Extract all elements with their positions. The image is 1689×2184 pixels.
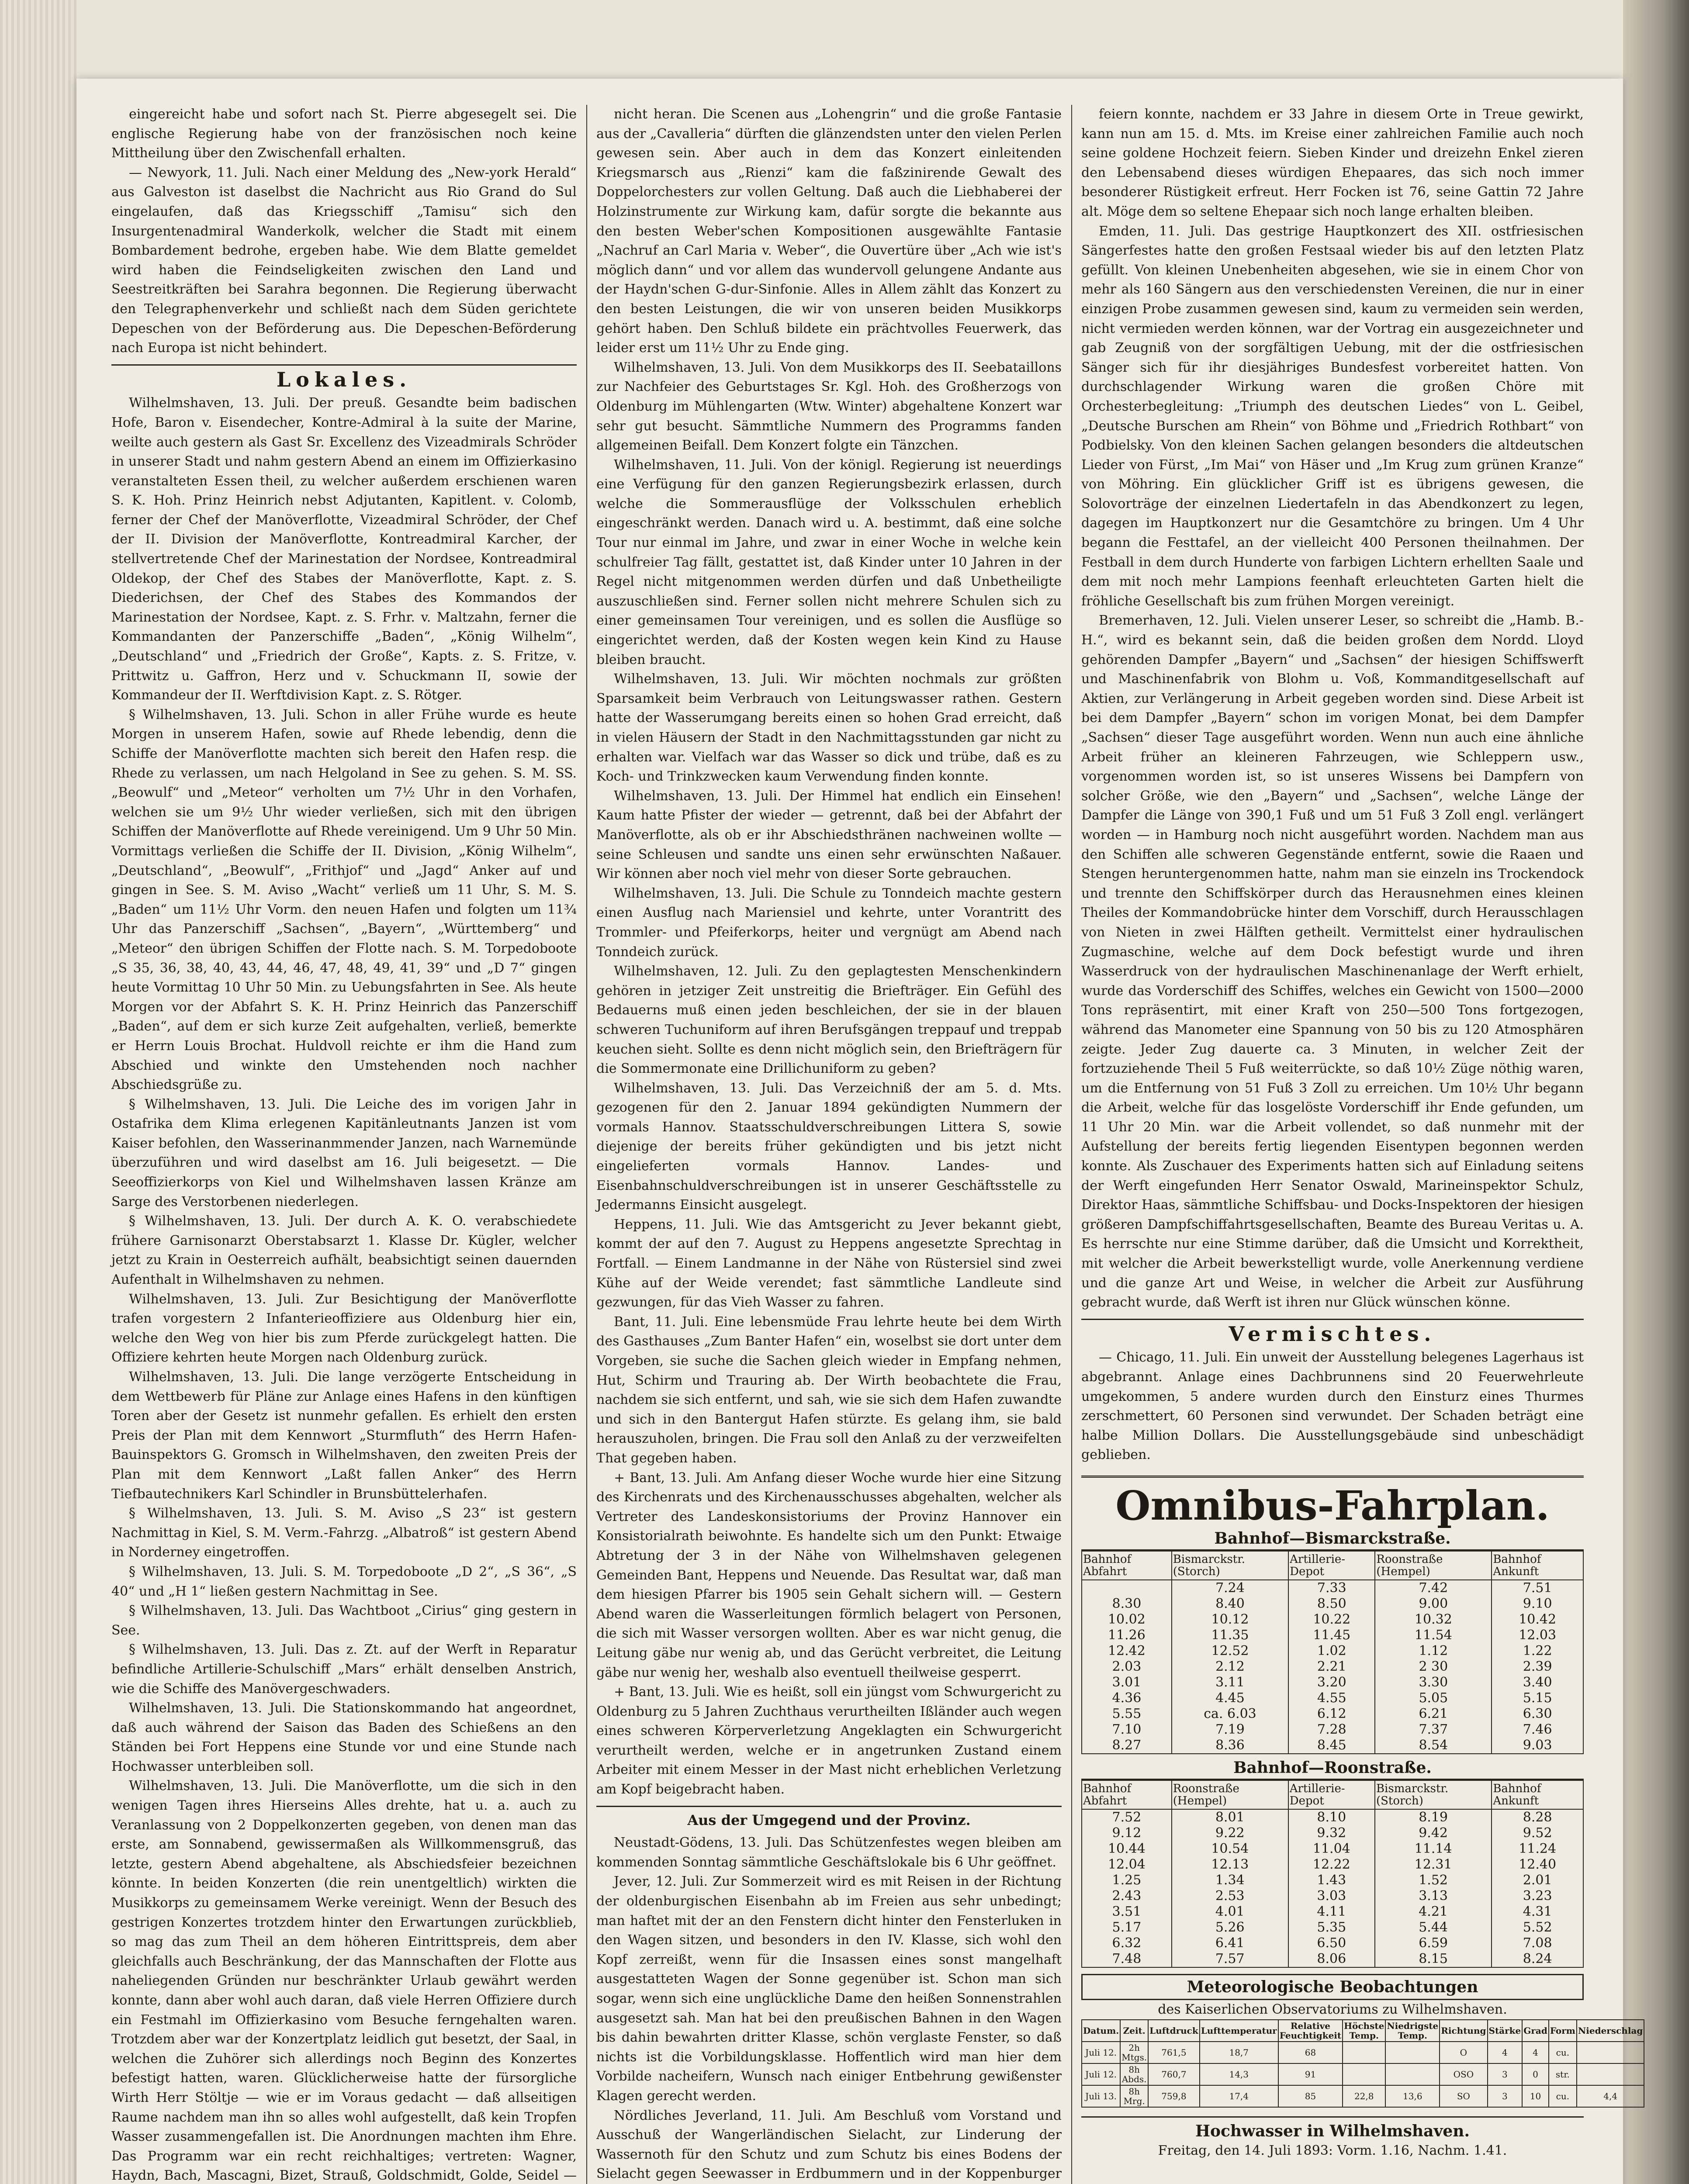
timetable-cell: 12.40 [1492, 1857, 1583, 1873]
timetable-cell: 7.46 [1492, 1722, 1583, 1738]
meteo-header: Niedrigste Temp. [1385, 2020, 1440, 2042]
timetable-row [1082, 1951, 1583, 1967]
timetable-cell: 1.25 [1082, 1873, 1172, 1888]
meteo-cell [1385, 2042, 1440, 2063]
meteo-cell: 14,3 [1200, 2063, 1278, 2085]
tide-line: Freitag, den 14. Juli 1893: Vorm. 1.16, Nachm. 1.41. [1158, 2143, 1507, 2158]
article-paragraph: Wilhelmshaven, 13. Juli. Die lange verzögerte Entscheidung in dem Wettbewerb für Pläne zur Anlage eines Hafens in den künftigen Toren aber der Gesetz ist nunmehr gefallen. Es erhielt den ersten Preis der Plan mit dem Kennwort „Sturmfluth“ des Herrn Hafen-Bauinspektors G. Gromsch in Wilhelmshaven, den zweiten Preis der Plan mit dem Kennwort „Laßt fallen Anker“ des Herrn Tiefbautechnikers Karl Schindler in Brunsbüttelerhafen. [111, 1369, 577, 1502]
meteo-cell: 4,4 [1577, 2085, 1644, 2107]
timetable-cell: 10.54 [1172, 1841, 1288, 1857]
timetable-cell: 10.42 [1492, 1612, 1583, 1628]
meteo-cell: 85 [1278, 2085, 1343, 2107]
timetable-cell: 3.51 [1082, 1904, 1172, 1920]
timetable-cell: 12.04 [1082, 1857, 1172, 1873]
timetable-cell: 7.33 [1288, 1580, 1375, 1596]
timetable-route-2-title: Bahnhof—Roonstraße. [1081, 1757, 1584, 1780]
article-paragraph: Wilhelmshaven, 13. Juli. Das Verzeichniß der am 5. d. Mts. gezogenen für den 2. Januar 1894 gekündigten Nummern der vormals Hannov. Staatsschuldverschreibungen Littera S, sowie diejenige der bereits früher gekündigten und bis jetzt nicht eingelieferten vormals Hannov. Landes- und Eisenbahnschuldverschreibungen ist in unserer Geschäftsstelle zu Jedermanns Einsicht ausgelegt. [596, 1080, 1062, 1213]
timetable-cell: 4.45 [1172, 1690, 1288, 1706]
meteo-cell: 10 [1522, 2085, 1549, 2107]
meteo-cell [1577, 2063, 1644, 2085]
timetable-row [1082, 1809, 1583, 1825]
article-paragraph: § Wilhelmshaven, 13. Juli. Das Wachtboot „Cirius“ ging gestern in See. [111, 1603, 577, 1638]
meteo-cell: 8h Mrg. [1120, 2085, 1148, 2107]
meteo-title: Meteorologische Beobachtungen [1081, 1974, 1584, 2000]
timetable-cell: 11.35 [1172, 1628, 1288, 1643]
timetable-cell: 9.12 [1082, 1825, 1172, 1841]
article-paragraph: Bremerhaven, 12. Juli. Vielen unserer Leser, so schreibt die „Hamb. B.-H.“, wird es bekannt sein, daß die beiden großen dem Nordd. Lloyd gehörenden Dampfer „Bayern“ und „Sachsen“ der hiesigen Schiffswerft und Maschinenfabrik von Blohm u. Voß, Kommanditgesellschaft auf Aktien, zur Verlängerung in Arbeit gegeben worden sind. Diese Arbeit ist bei dem Dampfer „Bayern“ schon im vorigen Monat, bei dem Dampfer „Sachsen“ dieser Tage ausgeführt worden. Wenn nun auch eine ähnliche Arbeit früher an kleineren Fahrzeugen, wie Schleppern usw., vorgenommen worden ist, so ist unseres Wissens bei Dampfern von solcher Größe, wie den „Bayern“ und „Sachsen“, welche Länge der Dampfer die Länge von 390,1 Fuß und um 51 Fuß 3 Zoll engl. verlängert worden — in Hamburg noch nicht ausgeführt worden. Nachdem man aus den Schiffen alle schweren Gegenstände entfernt, sowie die Raaen und Stengen heruntergenommen hatte, nahm man sie einzeln ins Trockendock und trennte den Schiffskörper durch das Herausnehmen eines kleinen Theiles der Kommandobrücke hinter dem Vorschiff, durch Herausschlagen von Nieten in zwei Hälften getheilt. Vermittelst einer hydraulischen Zugmaschine, welche auf dem Dock befestigt wurde und ihren Wasserdruck von der hydraulischen Maschinenanlage der Werft erhielt, wurde das Vorderschiff des Schiffes, welches ein Gewicht von 1500—2000 Tons repräsentirt, mit einer Kraft von 250—500 Tons fortgezogen, während das Manometer eine Spannung von 50 bis zu 120 Atmosphären zeigte. Jeder Zug dauerte ca. 3 Minuten, in welcher Zeit der fortzuziehende Theil 5 Fuß weiterrückte, so daß 10½ Züge nöthig waren, um die Entfernung von 51 Fuß 3 Zoll zu erreichen. Um 10½ Uhr begann die Arbeit, welche für das losgelöste Vorderschiff ihr Ende gefunden, um 11 Uhr 20 Min. war die Arbeit vollendet, so daß nunmehr mit der Aufstellung der bereits fertig liegenden Eisentypen begonnen werden konnte. Als Zuschauer des Experiments hatten sich auf Einladung seitens der Werft eingefunden Herr Senator Oswald, Marineinspektor Schulz, Direktor Haas, sämmtliche Schiffsbau- und Docks-Inspektoren der hiesigen größeren Dampfschiffahrtsgesellschaften, Beamte des Bureau Veritas u. A. Es herrschte nur eine Stimme darüber, daß die Umsicht und Korrektheit, mit welcher die Arbeit bewerkstelligt wurde, volle Anerkennung verdiene und die ganze Art und Weise, in welcher die Arbeit zur Ausführung gebracht wurde, daß Werft ist ihren nur Glück wünschen könne. [1081, 613, 1584, 1310]
timetable-cell: 6.32 [1082, 1935, 1172, 1951]
article-paragraph: Bant, 11. Juli. Eine lebensmüde Frau lehrte heute bei dem Wirth des Gasthauses „Zum Banter Hafen“ ein, woselbst sie dort unter dem Vorgeben, sie suche die Sachen gleich wieder in Empfang nehmen, Hut, Schirm und Trauring ab. Der Wirth beobachtete die Frau, nachdem sie sich entfernt, und sah, wie sie sich dem Hafen zuwandte und sich in den Bantergut Hafen stürzte. Es gelang ihm, sie bald herauszuholen, bringen. Die Frau soll den Anlaß zu der verzweifelten That gegeben haben. [596, 1314, 1062, 1466]
timetable-cell: 10.02 [1082, 1612, 1172, 1628]
article-paragraph: Wilhelmshaven, 13. Juli. Wir möchten nochmals zur größten Sparsamkeit beim Verbrauch von Leitungswasser rathen. Gestern hatte der Wasserumgang bereits einen so hohen Grad erreicht, daß in vielen Häusern der Stadt in den Nachmittagsstunden gar nicht zu erhalten war. Vielfach war das Wasser so dick und trübe, daß es zu Koch- und Trinkzwecken kaum Verwendung finden konnte. [596, 671, 1062, 784]
meteo-cell: 0 [1522, 2063, 1549, 2085]
meteo-header: Datum. [1082, 2020, 1120, 2042]
timetable-header: Roonstraße (Hempel) [1375, 1551, 1492, 1580]
article-paragraph: + Bant, 13. Juli. Am Anfang dieser Woche wurde hier eine Sitzung des Kirchenrats und des Kirchenausschusses abgehalten, welcher als Vertreter des Landeskonsistoriums der Provinz Hannover ein Konsistorialrath beiwohnte. Es handelte sich um den Punkt: Etwaige Abtretung der 3 in der Nähe von Wilhelmshaven gelegenen Gemeinden Bant, Heppens und Neuende. Das Resultat war, daß man dem hiesigen Pfarrer bis 1905 sein Gehalt sichern will. — Gestern Abend waren die Wasserleitungen förmlich belagert von Personen, die sich mit Wasser versorgen wollten. Aber es war nicht genug, die Leitung gäbe nur wenig ab, und das Gerücht verbreitet, die Leitung gäbe nur wenig her, weshalb also eventuell theilweise gesperrt. [596, 1470, 1062, 1680]
meteo-cell: 4 [1488, 2042, 1523, 2063]
meteo-cell: Juli 12. [1082, 2042, 1120, 2063]
timetable-cell: 5.17 [1082, 1920, 1172, 1935]
timetable-cell: 4.31 [1492, 1904, 1583, 1920]
timetable-cell: 2 30 [1375, 1659, 1492, 1675]
meteo-cell [1577, 2042, 1644, 2063]
timetable-header: Bahnhof Abfahrt [1082, 1551, 1172, 1580]
timetable-cell: 3.01 [1082, 1675, 1172, 1690]
article-paragraph: § Wilhelmshaven, 13. Juli. S. M. Torpedoboote „D 2“, „S 36“, „S 40“ und „H 1“ ließen gestern Nachmittag in See. [111, 1564, 577, 1599]
timetable-cell: 7.48 [1082, 1951, 1172, 1967]
timetable-cell: 7.51 [1492, 1580, 1583, 1596]
timetable-route-2 [1081, 1780, 1584, 1968]
meteo-header: Form [1549, 2020, 1577, 2042]
meteo-row [1082, 2085, 1644, 2107]
article-paragraph: — Newyork, 11. Juli. Nach einer Meldung des „New-york Herald“ aus Galveston ist daselbst die Nachricht aus Rio Grand do Sul eingelaufen, daß das Kriegsschiff „Tamisu“ sich den Insurgentenadmiral Wanderkolk, welcher die Stadt mit einem Bombardement bedrohe, ergeben habe. Wie dem Blatte gemeldet wird haben die Feindseligkeiten zwischen den Land und Seestreitkräften bei Sarahra begonnen. Die Regierung überwacht den Telegraphenverkehr und schließt nach dem Süden gerichtete Depeschen von der Beförderung aus. Die Depeschen-Beförderung nach Europa ist nicht behindert. [111, 165, 577, 356]
timetable-title: Omnibus-Fahrplan. [1081, 1476, 1584, 1527]
timetable-cell: 7.57 [1172, 1951, 1288, 1967]
article-paragraph: Neustadt-Gödens, 13. Juli. Das Schützenfestes wegen bleiben am kommenden Sonntag sämmtliche Geschäftslokale bis 6 Uhr geöffnet. [596, 1835, 1062, 1870]
timetable-row [1082, 1841, 1583, 1857]
article-paragraph: § Wilhelmshaven, 13. Juli. Die Leiche des im vorigen Jahr in Ostafrika dem Klima erlegenen Kapitänleutnants Janzen ist vom Kaiser befohlen, den Wasserinanmmender Janzen, nach Warnemünde überzuführen und wird daselbst am 16. Juli beigesetzt. — Die Seeoffizierkorps von Kiel und Wilhelmshaven lassen Kränze am Sarge des Verstorbenen niederlegen. [111, 1096, 577, 1209]
section-heading: Lokales. [111, 364, 577, 390]
timetable-cell: 4.36 [1082, 1690, 1172, 1706]
article-paragraph: § Wilhelmshaven, 13. Juli. S. M. Aviso „S 23“ ist gestern Nachmittag in Kiel, S. M. Verm.-Fahrzg. „Albatroß“ ist gestern Abend in Norderney eingetroffen. [111, 1506, 577, 1560]
timetable-cell: 8.40 [1172, 1596, 1288, 1612]
timetable-row [1082, 1706, 1583, 1722]
timetable-cell: 3.13 [1375, 1888, 1492, 1904]
meteo-cell: 760,7 [1148, 2063, 1200, 2085]
timetable-cell: 7.10 [1082, 1722, 1172, 1738]
timetable-cell: 11.14 [1375, 1841, 1492, 1857]
timetable-cell: 9.32 [1288, 1825, 1375, 1841]
column-rule [586, 105, 587, 2184]
timetable-cell: 9.00 [1375, 1596, 1492, 1612]
article-paragraph: Jever, 12. Juli. Zur Sommerzeit wird es mit Reisen in der Richtung der oldenburgischen Eisenbahn ab im Freien aus sehr unbedingt; man haftet mit der an den Fenstern dicht hinter den Fensterluken in den Wagen sitzen, und besonders in den IV. Klasse, sich wohl den Kopf zerreißt, wenn für die Insassen eines sonst mangelhaft ausgestatteten Wagen der Sonne gegenüber ist. Schon man sich sogar, wenn sich eine unglückliche Dame den heißen Sonnenstrahlen ausgesetzt sah. Man hat bei den preußischen Bahnen in den Wagen bis dahin bewahrten dritter Klasse, schön verglaste Fenster, so daß nichts ist die Vorbildungsklasse. Hoffentlich wird man hier dem Vorbilde nacheifern, Wunsch nach einiger Entbehrung gewißenster Klagen gerecht werden. [596, 1874, 1062, 2104]
meteo-cell: 22,8 [1343, 2085, 1385, 2107]
timetable-row [1082, 1690, 1583, 1706]
timetable-cell: 10.12 [1172, 1612, 1288, 1628]
timetable-header: Artillerie-Depot [1288, 1551, 1375, 1580]
timetable-row [1082, 1825, 1583, 1841]
timetable-cell: 10.32 [1375, 1612, 1492, 1628]
timetable-cell: 8.19 [1375, 1809, 1492, 1825]
meteo-cell: 759,8 [1148, 2085, 1200, 2107]
meteo-header: Niederschlag [1577, 2020, 1644, 2042]
timetable-cell: 12.03 [1492, 1628, 1583, 1643]
timetable-cell: 6.12 [1288, 1706, 1375, 1722]
timetable-cell: 9.03 [1492, 1738, 1583, 1754]
timetable-cell: 8.54 [1375, 1738, 1492, 1754]
timetable-cell: 9.52 [1492, 1825, 1583, 1841]
timetable-cell: 2.39 [1492, 1659, 1583, 1675]
meteo-cell: 761,5 [1148, 2042, 1200, 2063]
meteo-cell: O [1440, 2042, 1487, 2063]
meteo-cell: 17,4 [1200, 2085, 1278, 2107]
article-paragraph: Heppens, 11. Juli. Wie das Amtsgericht zu Jever bekannt giebt, kommt der auf den 7. August zu Heppens angesetzte Sprechtag in Fortfall. — Einem Landmanne in der Nähe von Rüstersiel sind zwei Kühe auf der Weide verendet; fast sämmtliche Landleute sind gezwungen, für das Vieh Wasser zu fahren. [596, 1216, 1062, 1310]
meteo-cell: 3 [1488, 2085, 1523, 2107]
timetable-cell: 8.28 [1492, 1809, 1583, 1825]
timetable-cell: 12.22 [1288, 1857, 1375, 1873]
timetable-cell: 6.30 [1492, 1706, 1583, 1722]
timetable-cell: 1.22 [1492, 1643, 1583, 1659]
timetable-cell: 4.11 [1288, 1904, 1375, 1920]
section-heading: Vermischtes. [1081, 1319, 1584, 1344]
timetable-cell: 1.43 [1288, 1873, 1375, 1888]
timetable-header: Bismarckstr. (Storch) [1172, 1551, 1288, 1580]
article-paragraph: Wilhelmshaven, 12. Juli. Zu den geplagtesten Menschenkindern gehören in jetziger Zeit unstreitig die Briefträger. Ein Gefühl des Bedauerns muß einen jeden beschleichen, der sie in der blauen schweren Tuchuniform auf ihren Berufsgängen treppauf und treppab keuchen sieht. Sollte es denn nicht möglich sein, den Briefträgern für die Sommermonate eine Drillichuniform zu geben? [596, 964, 1062, 1077]
meteo-cell [1343, 2042, 1385, 2063]
timetable-cell: 6.59 [1375, 1935, 1492, 1951]
timetable-cell: 2.21 [1288, 1659, 1375, 1675]
page-edge-left [0, 0, 76, 2184]
article-paragraph: Wilhelmshaven, 13. Juli. Von dem Musikkorps des II. Seebataillons zur Nachfeier des Geburtstages Sr. Kgl. Hoh. des Großherzogs von Oldenburg im Mühlengarten (Wtw. Winter) abgehaltene Konzert war sehr gut besucht. Sämmtliche Nummern des Programms fanden allgemeinen Beifall. Dem Konzert folgte ein Tänzchen. [596, 359, 1062, 453]
meteo-header: Zeit. [1120, 2020, 1148, 2042]
timetable-row [1082, 1857, 1583, 1873]
meteo-cell: 91 [1278, 2063, 1343, 2085]
article-paragraph: § Wilhelmshaven, 13. Juli. Der durch A. K. O. verabschiedete frühere Garnisonarzt Oberstabsarzt 1. Klasse Dr. Kügler, welcher jetzt zu Krain in Oesterreich aufhält, beabsichtigt seinen dauernden Aufenthalt in Wilhelmshaven zu nehmen. [111, 1213, 577, 1288]
timetable-cell: 3.03 [1288, 1888, 1375, 1904]
timetable-cell: 4.21 [1375, 1904, 1492, 1920]
article-paragraph: Wilhelmshaven, 13. Juli. Die Schule zu Tonndeich machte gestern einen Ausflug nach Mariensiel und kehrte, unter Vorantritt des Trommler- und Pfeiferkorps, heiter und vergnügt am Abend nach Tonndeich zurück. [596, 885, 1062, 960]
timetable-cell: 11.04 [1288, 1841, 1375, 1857]
timetable-cell: 8.06 [1288, 1951, 1375, 1967]
timetable-cell: 7.28 [1288, 1722, 1375, 1738]
article-paragraph: Wilhelmshaven, 13. Juli. Die Manöverflotte, um die sich in den wenigen Tagen ihres Hierseins Alles drehte, hat u. a. auch zu Veranlassung von 2 Doppelkonzerten gegeben, von denen man das erste, am Sonnabend, gewissermaßen als Willkommensgruß, das letzte, gestern Abend abgehaltene, als Abschiedsfeier bezeichnen könnte. In beiden Konzerten (die rein unentgeltlich) wirkten die Musikkorps zu gemeinsamem Werke vereinigt. Wenn der Besuch des gestrigen Konzertes trotzdem hinter den Erwartungen zurückblieb, so mag das zum Theil an dem höheren Eintrittspreis, dem aber gleichfalls auch Beschränkung, der das Mannschaften der Flotte aus naheliegenden Gründen nur beschränkter Urlaub gewährt werden konnte, dann aber wohl auch daran, daß viele Herren Offiziere durch ein Festmahl im Offizierkasino vom Besuche ferngehalten waren. Trotzdem aber war der Konzertplatz leidlich gut besetzt, der Saal, in welchen die Zuhörer sich allerdings noch Beginn des Konzertes befestigt hatten, waren. Glücklicherweise hatte der fürsorgliche Wirth Herr Stöltje — wie er im Voraus gedacht — daß allseitigen Raume nachdem man ihn so alles wohl aufgestellt, daß kein Tropfen Wasser zusammengefallen ist. Die Anordnungen machten ihm Ehre. Das Programm war ein recht reichhaltiges; vertreten: Wagner, Haydn, Bach, Mascagni, Bizet, Strauß, Goldschmidt, Golde, Seidel — [111, 1778, 577, 2184]
article-paragraph: feiern konnte, nachdem er 33 Jahre in diesem Orte in Treue gewirkt, kann nun am 15. d. Mts. im Kreise einer zahlreichen Familie auch noch seine goldene Hochzeit feiern. Sieben Kinder und dreizehn Enkel zieren den Lebensabend dieses würdigen Ehepaares, das sich noch immer besonderer Rüstigkeit erfreut. Herr Focken ist 76, seine Gattin 72 Jahre alt. Möge dem so seltene Ehepaar sich noch lange erhalten bleiben. [1081, 107, 1584, 219]
meteo-cell: str. [1549, 2063, 1577, 2085]
timetable-cell: 3.40 [1492, 1675, 1583, 1690]
timetable-cell: 3.30 [1375, 1675, 1492, 1690]
timetable-cell: 5.15 [1492, 1690, 1583, 1706]
timetable-header: Bahnhof Ankunft [1492, 1551, 1583, 1580]
meteo-cell: cu. [1549, 2042, 1577, 2063]
meteo-header: Grad [1522, 2020, 1549, 2042]
timetable-row [1082, 1628, 1583, 1643]
timetable-cell: 10.44 [1082, 1841, 1172, 1857]
meteo-cell: 68 [1278, 2042, 1343, 2063]
timetable-cell: 5.05 [1375, 1690, 1492, 1706]
timetable-cell: 1.12 [1375, 1643, 1492, 1659]
column-2 [596, 105, 1062, 2184]
meteo-cell: 8h Abds. [1120, 2063, 1148, 2085]
timetable-cell: 11.24 [1492, 1841, 1583, 1857]
article-paragraph: Emden, 11. Juli. Das gestrige Hauptkonzert des XII. ostfriesischen Sängerfestes hatte den großen Festsaal wieder bis auf den letzten Platz gefüllt. Von kleinen Unebenheiten abgesehen, wie sie in einem Chor von mehr als 160 Sängern aus den verschiedensten Vereinen, die nur in einer einzigen Probe zusammen gewesen sind, kaum zu vermeiden sein werden, nicht vermieden werden können, war der Vortrag ein ausgezeichneter und gab Zeugniß von der sorgfältigen Uebung, mit der die ostfriesischen Sänger sich für ihr diesjähriges Bundesfest vorbereitet hatten. Von durchschlagender Wirkung waren die großen Chöre mit Orchesterbegleitung: „Triumph des deutschen Liedes“ von L. Geibel, „Deutsche Burschen am Rhein“ von Böhme und „Friedrich Rothbart“ von Podbielsky. Von den kleinen Sachen gelangen besonders die altdeutschen Lieder von Fürst, „Im Mai“ von Häser und „Im Krug zum grünen Kranze“ von Möhring. Ein glücklicher Griff ist es übrigens gewesen, die Solovorträge der einzelnen Liedertafeln in das Abendkonzert zu legen, dagegen im Hauptkonzert nur die Gesamtchöre zu bringen. Um 4 Uhr begann die Festtafel, an der vielleicht 400 Personen theilnahmen. Der Festball in dem durch Hunderte von farbigen Lichtern erhellten Saale und dem mit noch mehr Lampions feenhaft erleuchteten Garten hielt die fröhliche Gesellschaft bis zum frühen Morgen vereinigt. [1081, 223, 1584, 609]
timetable-cell: 5.35 [1288, 1920, 1375, 1935]
meteo-cell: 2h Mtgs. [1120, 2042, 1148, 2063]
timetable-cell: 11.26 [1082, 1628, 1172, 1643]
meteo-cell [1385, 2063, 1440, 2085]
article-paragraph: Nördliches Jeverland, 11. Juli. Am Beschluß vom Vorstand und Ausschuß der Wangerländischen Sielacht, zur Linderung der Wassernoth für den Schutz und zum Schutz bis eines Bodens der Sielacht gegen Seewasser in Erdbummern und in der Koppenburger [596, 2108, 1062, 2182]
timetable-cell: 11.45 [1288, 1628, 1375, 1643]
timetable-cell: 8.50 [1288, 1596, 1375, 1612]
timetable-row [1082, 1904, 1583, 1920]
article-paragraph: Wilhelmshaven, 13. Juli. Die Stationskommando hat angeordnet, daß auch während der Saison das Baden des Schießens an den Ständen bei Fort Heppens eine Stunde vor und eine Stunde nach Hochwasser unterbleiben soll. [111, 1700, 577, 1774]
meteo-cell: 13,6 [1385, 2085, 1440, 2107]
article-paragraph: nicht heran. Die Scenen aus „Lohengrin“ und die große Fantasie aus der „Cavalleria“ dürften die glänzendsten unter den vielen Perlen gewesen sein. Aber auch in dem das Konzert einleitenden Kriegsmarsch aus „Rienzi“ kam die faßzinirende Gewalt des Doppelorchesters zur vollen Geltung. Daß auch die Liebhaberei der Holzinstrumente zur Wirkung kam, dafür sorgte die bekannte aus den besten Weber'schen Kompositionen ausgewählte Fantasie „Nachruf an Carl Maria v. Weber“, die Ouvertüre über „Ach wie ist's möglich dann“ und vor allem das wundervoll gelungene Andante aus der Haydn'schen G-dur-Sinfonie. Alles in Allem zählt das Konzert zu den besten Leistungen, die wir von unseren beiden Musikkorps gehört haben. Den Schluß bildete ein prächtvolles Feuerwerk, das leider erst um 11½ Uhr zu Ende ging. [596, 107, 1062, 356]
article-paragraph: § Wilhelmshaven, 13. Juli. Schon in aller Frühe wurde es heute Morgen in unserem Hafen, sowie auf Rhede lebendig, denn die Schiffe der Manöverflotte machten sich bereit den Hafen resp. die Rhede zu verlassen, um nach Helgoland in See zu gehen. S. M. SS. „Beowulf“ und „Meteor“ verholten um 7½ Uhr in den Vorhafen, welchen sie um 9½ Uhr wieder verließen, sich mit den übrigen Schiffen der Manöverflotte auf Rhede vereinigend. Um 9 Uhr 50 Min. Vormittags verließen die Schiffe der II. Division, „König Wilhelm“, „Deutschland“, „Beowulf“, „Frithjof“ und „Jagd“ Anker auf und gingen in See. S. M. Aviso „Wacht“ verließ um 11 Uhr, S. M. S. „Baden“ um 11½ Uhr Vorm. den neuen Hafen und folgten um 11¾ Uhr das Panzerschiff „Sachsen“, „Bayern“, „Württemberg“ und „Meteor“ den übrigen Schiffen der Flotte nach. S. M. Torpedoboote „S 35, 36, 38, 40, 43, 44, 46, 47, 48, 49, 41, 39“ und „D 7“ gingen heute Vormittag 10 Uhr 50 Min. zu Uebungsfahrten in See. Als heute Morgen vor der Abfahrt S. K. H. Prinz Heinrich das Panzerschiff „Baden“, auf dem er sich kurze Zeit aufgehalten, verließ, bemerkte er Herrn Louis Brochat. Huldvoll reichte er ihm die Hand zum Abschied und winkte den Umstehenden noch nachher Abschiedsgrüße zu. [111, 707, 577, 1093]
timetable-cell: 8.36 [1172, 1738, 1288, 1754]
meteo-table [1081, 2019, 1644, 2108]
timetable-row [1082, 1675, 1583, 1690]
meteo-cell: cu. [1549, 2085, 1577, 2107]
timetable-cell: 7.19 [1172, 1722, 1288, 1738]
column-3 [1081, 105, 1643, 2184]
timetable-cell: 6.41 [1172, 1935, 1288, 1951]
timetable-header: Artillerie-Depot [1288, 1780, 1375, 1809]
meteo-cell: Juli 12. [1082, 2063, 1120, 2085]
timetable-cell: 8.15 [1375, 1951, 1492, 1967]
meteo-cell: 18,7 [1200, 2042, 1278, 2063]
timetable-cell: 9.42 [1375, 1825, 1492, 1841]
timetable-header: Bismarckstr. (Storch) [1375, 1780, 1492, 1809]
meteo-row [1082, 2042, 1644, 2063]
timetable-cell: 8.27 [1082, 1738, 1172, 1754]
timetable-row [1082, 1738, 1583, 1754]
meteo-cell: 4 [1522, 2042, 1549, 2063]
meteo-header: Höchste Temp. [1343, 2020, 1385, 2042]
timetable-row [1082, 1935, 1583, 1951]
timetable-cell: 4.01 [1172, 1904, 1288, 1920]
timetable-cell: 6.21 [1375, 1706, 1492, 1722]
timetable-row [1082, 1643, 1583, 1659]
page-edge-right [1623, 0, 1689, 2184]
meteo-header: Luftdruck [1148, 2020, 1200, 2042]
column-3-text [1081, 105, 1584, 1465]
timetable-cell: 8.45 [1288, 1738, 1375, 1754]
timetable-cell: 10.22 [1288, 1612, 1375, 1628]
column-rule [1071, 105, 1072, 2184]
meteo-row [1082, 2063, 1644, 2085]
timetable-cell: 2.03 [1082, 1659, 1172, 1675]
timetable-cell: 1.02 [1288, 1643, 1375, 1659]
meteo-cell [1343, 2063, 1385, 2085]
timetable-cell: 12.31 [1375, 1857, 1492, 1873]
timetable-cell: 3.23 [1492, 1888, 1583, 1904]
timetable-cell: 9.10 [1492, 1596, 1583, 1612]
timetable-cell: 8.24 [1492, 1951, 1583, 1967]
timetable-cell: 5.55 [1082, 1706, 1172, 1722]
meteo-header: Richtung [1440, 2020, 1487, 2042]
article-paragraph: eingereicht habe und sofort nach St. Pierre abgesegelt sei. Die englische Regierung habe von der französischen noch keine Mittheilung über den Zwischenfall erhalten. [111, 107, 577, 161]
column-1 [111, 105, 577, 2184]
timetable-header: Bahnhof Ankunft [1492, 1780, 1583, 1809]
article-paragraph: Wilhelmshaven, 13. Juli. Der Himmel hat endlich ein Einsehen! Kaum hatte Pfister der wieder — getrennt, daß bei der Abfahrt der Manöverflotte, als ob er ihr Abschiedsthränen nachweinen wollte — seine Schleusen und sandte uns einen sehr erwünschten Naßauer. Wir können aber noch viel mehr von dieser Sorte gebrauchen. [596, 788, 1062, 882]
timetable-cell: 7.24 [1172, 1580, 1288, 1596]
timetable-cell: 2.01 [1492, 1873, 1583, 1888]
timetable-cell: 11.54 [1375, 1628, 1492, 1643]
timetable-header: Roonstraße (Hempel) [1172, 1780, 1288, 1809]
timetable-cell: 3.20 [1288, 1675, 1375, 1690]
timetable-cell: 5.52 [1492, 1920, 1583, 1935]
article-paragraph: Wilhelmshaven, 13. Juli. Der preuß. Gesandte beim badischen Hofe, Baron v. Eisendecher, Kontre-Admiral à la suite der Marine, weilte auch gestern als Gast Sr. Excellenz des Vizeadmirals Schröder in unserer Stadt und nahm gestern Abend an einem im Offizierkasino veranstalteten Essen theil, zu welcher außerdem erschienen waren S. K. Hoh. Prinz Heinrich nebst Adjutanten, Kapitlent. v. Colomb, ferner der Chef der Manöverflotte, Vizeadmiral Schröder, der Chef der II. Division der Manöverflotte, Kontreadmiral Karcher, der stellvertretende Chef der Marinestation der Nordsee, Kontreadmiral Oldekop, der Chef des Stabes der Manöverflotte, Kapt. z. S. Diederichsen, der Chef des Stabes des Kommandos der Marinestation der Nordsee, Kapt. z. S. Frhr. v. Maltzahn, ferner die Kommandanten der Panzerschiffe „Baden“, „König Wilhelm“, „Deutschland“ und „Friedrich der Große“, Kapts. z. S. Fritze, v. Prittwitz u. Gaffron, Herz und v. Schuckmann II, sowie der Kommandeur der II. Werftdivision Kapt. z. S. Rötger. [111, 395, 577, 703]
timetable-row [1082, 1722, 1583, 1738]
timetable-cell: 9.22 [1172, 1825, 1288, 1841]
timetable-cell: 6.50 [1288, 1935, 1375, 1951]
timetable-row [1082, 1888, 1583, 1904]
timetable-cell: 1.52 [1375, 1873, 1492, 1888]
meteo-header: Relative Feuchtigkeit [1278, 2020, 1343, 2042]
timetable-row [1082, 1920, 1583, 1935]
meteo-cell: SO [1440, 2085, 1487, 2107]
timetable-cell: 7.52 [1082, 1809, 1172, 1825]
timetable-cell: 1.34 [1172, 1873, 1288, 1888]
tide-title: Hochwasser in Wilhelmshaven. [1081, 2116, 1584, 2141]
meteo-header: Stärke [1488, 2020, 1523, 2042]
timetable-cell: 7.08 [1492, 1935, 1583, 1951]
timetable-cell: 8.01 [1172, 1809, 1288, 1825]
timetable-cell: 5.44 [1375, 1920, 1492, 1935]
timetable-cell: 2.53 [1172, 1888, 1288, 1904]
timetable-cell: 2.43 [1082, 1888, 1172, 1904]
timetable-cell: 8.10 [1288, 1809, 1375, 1825]
timetable-row [1082, 1659, 1583, 1675]
timetable-cell: 12.13 [1172, 1857, 1288, 1873]
timetable-cell: 4.55 [1288, 1690, 1375, 1706]
section-subheading: Aus der Umgegend und der Provinz. [596, 1806, 1062, 1830]
meteo-cell: 3 [1488, 2063, 1523, 2085]
newspaper-columns [111, 105, 1643, 2184]
article-paragraph: — Chicago, 11. Juli. Ein unweit der Ausstellung belegenes Lagerhaus ist abgebrannt. Anlage eines Dachbrunnens sind 20 Feuerwehrleute umgekommen, 5 andere wurden durch den Einsturz eines Thurmes zerschmettert, 60 Personen sind verwundet. Der Schaden beträgt eine halbe Million Dollars. Die Ausstellungsgebäude sind unbeschädigt geblieben. [1081, 1350, 1584, 1463]
timetable-header: Bahnhof Abfahrt [1082, 1780, 1172, 1809]
timetable-cell [1082, 1580, 1172, 1596]
meteo-header: Lufttemperatur [1200, 2020, 1278, 2042]
timetable-cell: 8.30 [1082, 1596, 1172, 1612]
article-paragraph: Wilhelmshaven, 13. Juli. Zur Besichtigung der Manöverflotte trafen vorgestern 2 Infanterieoffiziere aus Oldenburg hier ein, welche den Weg von hier bis zum Pferde zurückgelegt hatten. Die Offiziere kehrten heute Morgen nach Oldenburg zurück. [111, 1291, 577, 1365]
timetable-cell: 3.11 [1172, 1675, 1288, 1690]
timetable-cell: 5.26 [1172, 1920, 1288, 1935]
timetable-cell: 12.42 [1082, 1643, 1172, 1659]
timetable-route-1 [1081, 1551, 1584, 1754]
meteo-cell: OSO [1440, 2063, 1487, 2085]
timetable-cell: 12.52 [1172, 1643, 1288, 1659]
timetable-row [1082, 1612, 1583, 1628]
timetable-cell: ca. 6.03 [1172, 1706, 1288, 1722]
article-paragraph: § Wilhelmshaven, 13. Juli. Das z. Zt. auf der Werft in Reparatur befindliche Artillerie-Schulschiff „Mars“ erhält denselben Anstrich, wie die Schiffe des Manövergeschwaders. [111, 1642, 577, 1697]
timetable-route-1-title: Bahnhof—Bismarckstraße. [1081, 1527, 1584, 1551]
timetable-cell: 7.42 [1375, 1580, 1492, 1596]
meteo-subtitle: des Kaiserlichen Observatoriums zu Wilhelmshaven. [1158, 2001, 1507, 2017]
timetable-row [1082, 1873, 1583, 1888]
timetable-cell: 2.12 [1172, 1659, 1288, 1675]
timetable-row [1082, 1580, 1583, 1596]
timetable-cell: 7.37 [1375, 1722, 1492, 1738]
article-paragraph: Wilhelmshaven, 11. Juli. Von der königl. Regierung ist neuerdings eine Verfügung für den ganzen Regierungsbezirk erlassen, durch welche die Sommerausflüge der Volksschulen erheblich eingeschränkt werden. Danach wird u. A. bestimmt, daß eine solche Tour nur einmal im Jahre, und zwar in einer Woche in welche kein schulfreier Tag fällt, gestattet ist, daß Kinder unter 10 Jahren in der Regel nicht mitgenommen werden dürfen und daß Unbetheiligte auszuschließen sind. Ferner sollen nicht mehrere Schulen sich zu einer gemeinsamen Tour vereinigen, und es sollen die Ausflüge so eingerichtet werden, daß der Kosten wegen kein Kind zu Hause bleiben braucht. [596, 457, 1062, 667]
meteo-cell: Juli 13. [1082, 2085, 1120, 2107]
timetable-row [1082, 1596, 1583, 1612]
article-paragraph: + Bant, 13. Juli. Wie es heißt, soll ein jüngst vom Schwurgericht zu Oldenburg zu 5 Jahren Zuchthaus verurtheilten Ißländer auch wegen eines schweren Körperverletzung Angeklagten ein Schwurgericht verurtheilt werden, welche er in angetrunken Zustand einem Arbeiter mit einem Messer in der Mast nicht erheblichen Verletzung am Kopf beigebracht haben. [596, 1684, 1062, 1797]
